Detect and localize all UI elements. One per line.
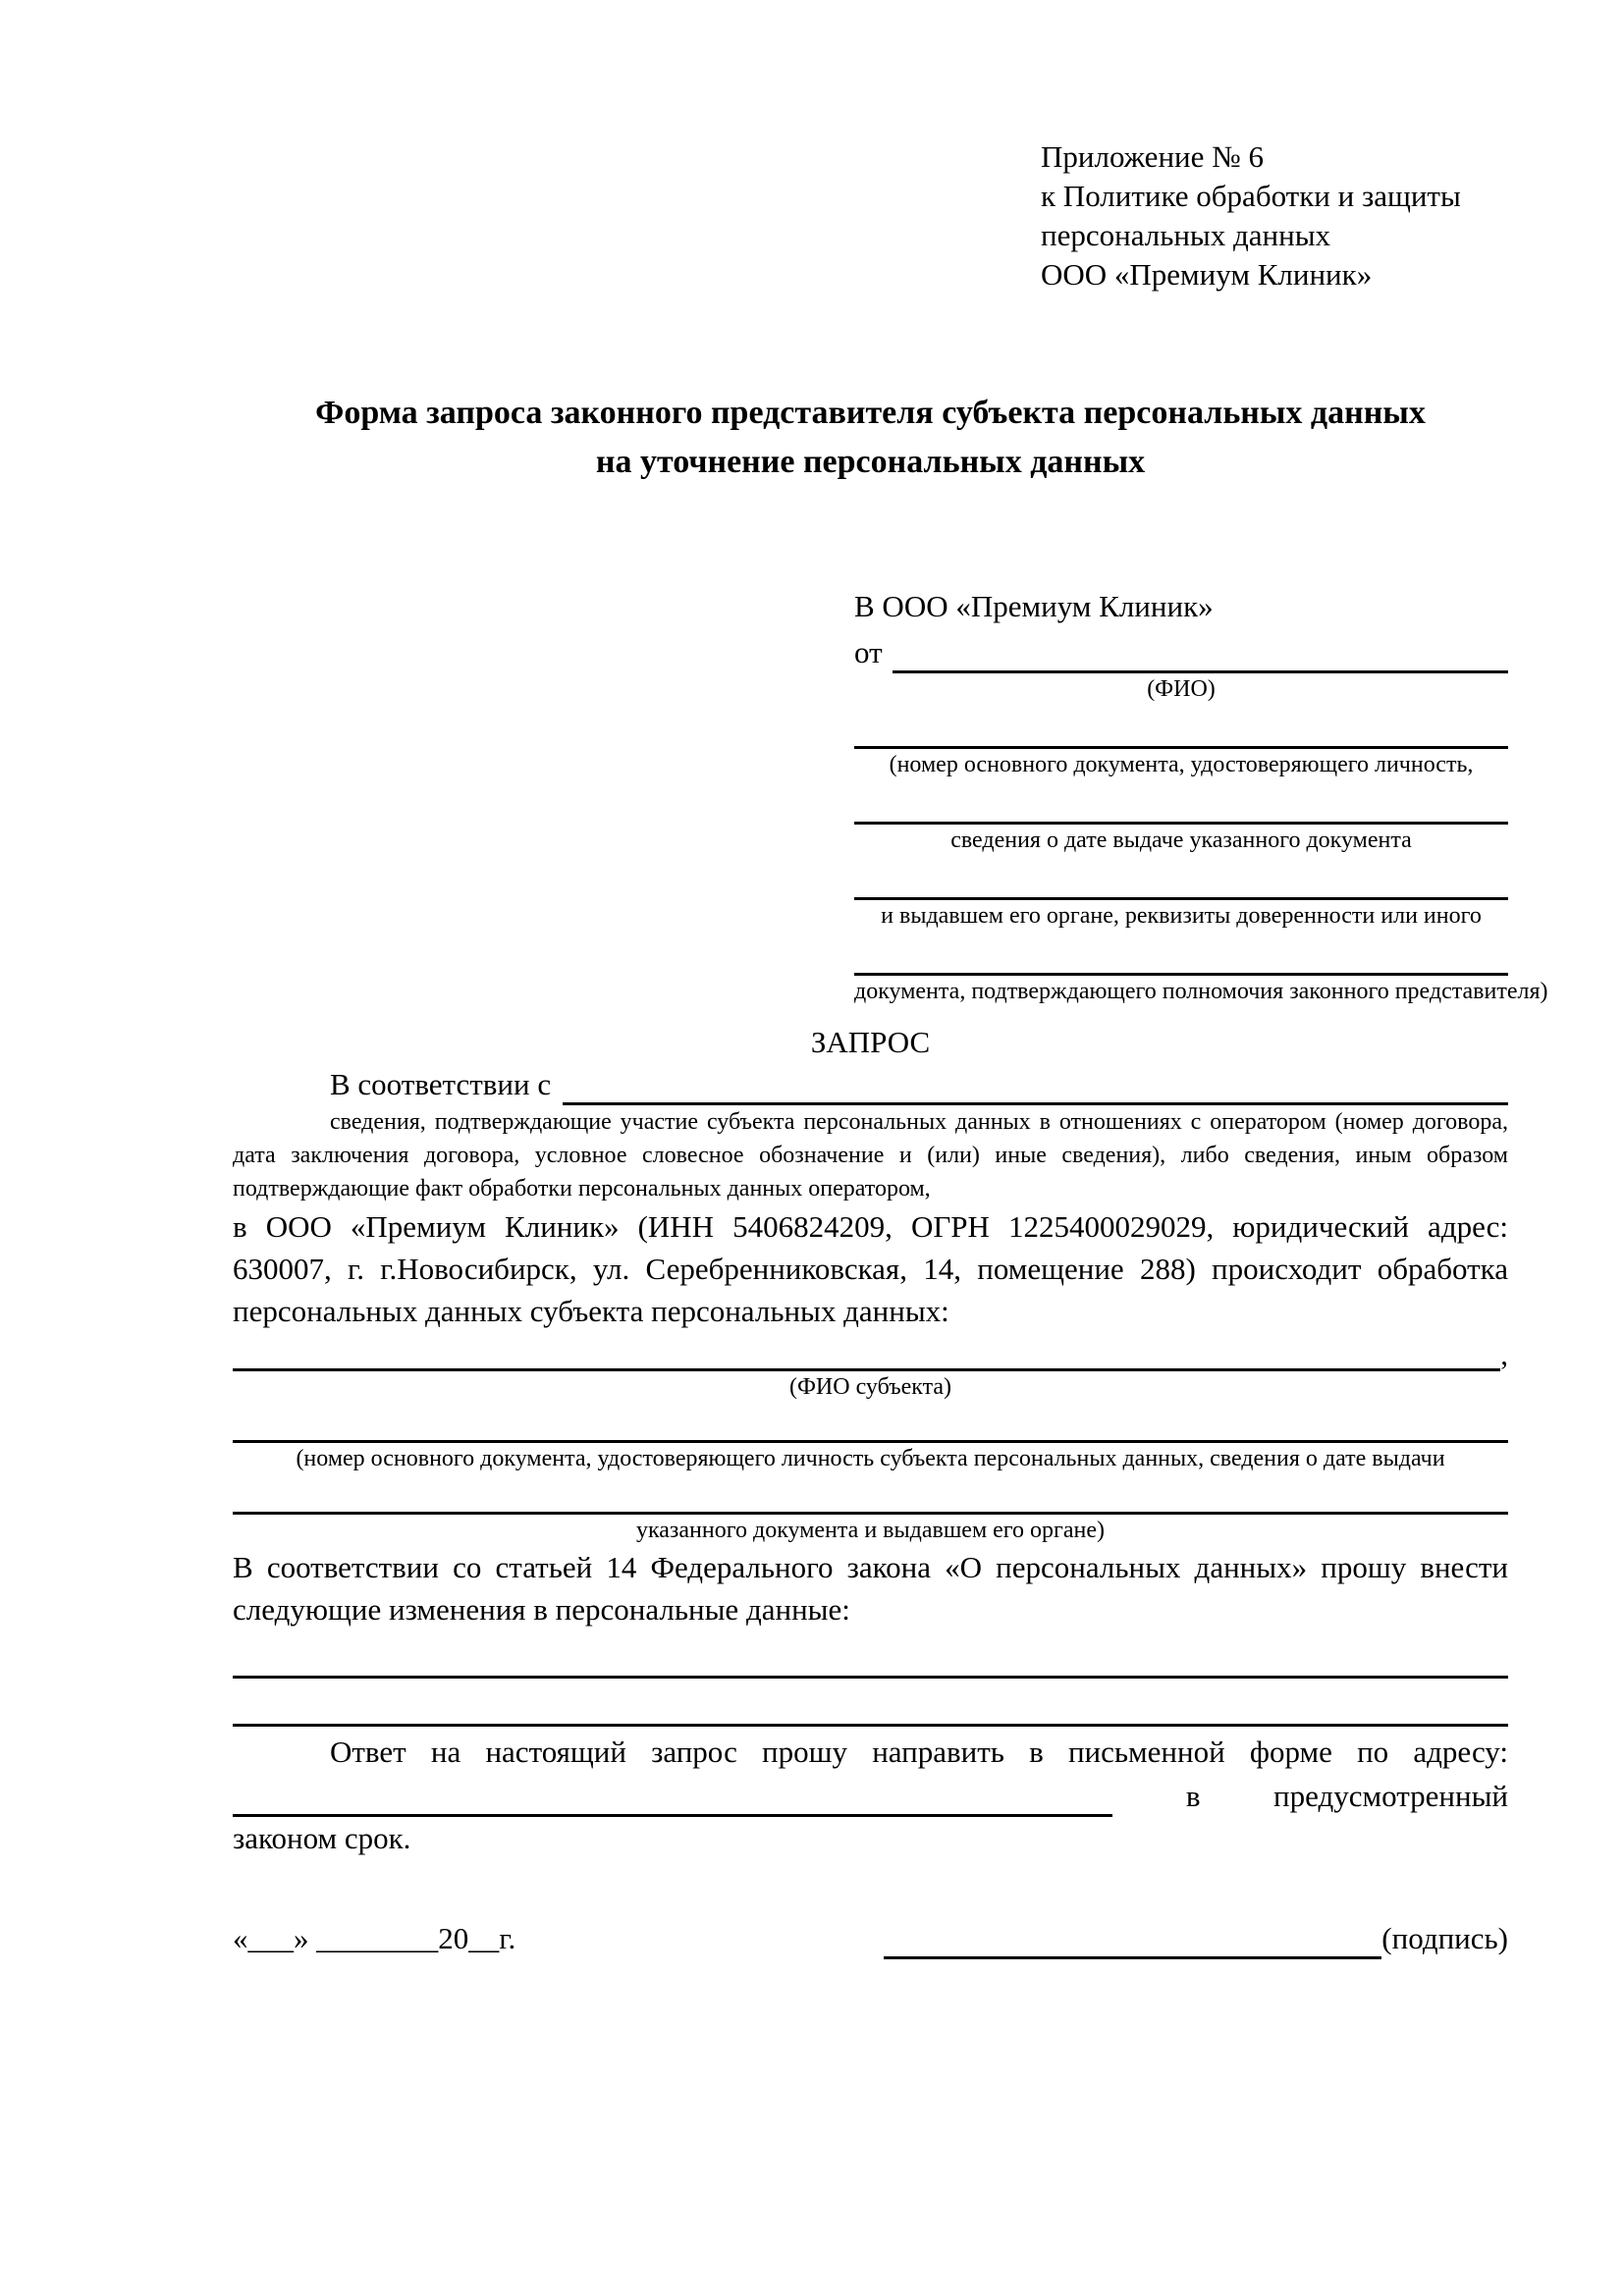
representative-doc-field-3 [854,856,1508,932]
signature-blank-line [884,1911,1381,1959]
representative-doc-blank-line-3 [854,856,1508,900]
intro-prefix: В соответствии с [330,1067,552,1101]
document-title-line-2: на уточнение персональных данных [595,444,1146,480]
subject-fio-caption: (ФИО субъекта) [788,1374,952,1400]
subject-doc-caption-1: (номер основного документа, удостоверяющего личность субъекта персональных данных, сведения о дате выдачи [296,1446,1445,1471]
representative-doc-field-1 [854,705,1508,780]
intro-row [233,1064,1508,1105]
from-row [854,628,1508,673]
representative-doc-caption-3: и выдавшем его органе, реквизиты доверенности или иного [881,903,1482,929]
basis-blank-line [563,1061,1508,1105]
changes-blank-line-1 [233,1630,1508,1679]
reply-address-blank-line [233,1771,1112,1817]
representative-doc-blank-line-4 [854,932,1508,976]
from-label: от [854,635,883,669]
reply-word-2: предусмотренный [1273,1779,1508,1813]
representative-doc-blank-line-2 [854,780,1508,825]
subject-line-suffix: , [1500,1337,1508,1371]
subject-doc-blank-line-1 [233,1403,1508,1443]
intro-footnote: сведения, подтверждающие участие субъекта персональных данных в отношениях с оператором (номер договора, дата заключения договора, условное словесное обозначение и (или) иные сведения), либо сведения, иным образом подтверждающие факт обработки персональных данных оператором, [233,1109,1508,1201]
reply-paragraph-line-3: законом срок. [233,1821,411,1855]
reply-address-row [233,1774,1508,1817]
operator-paragraph: в ООО «Премиум Клиник» (ИНН 5406824209, ОГРН 1225400029029, юридический адрес: 630007, г. г.Новосибирск, ул. Серебренниковская, 14, помещение 288) происходит обработка персональных данных субъекта персональных данных: [233,1209,1508,1328]
representative-doc-blank-line-1 [854,705,1508,749]
footer-row [233,1914,1508,1959]
addressee-block [854,585,1548,1007]
subject-doc-caption-2: указанного документа и выдавшем его органе) [635,1518,1106,1543]
subject-fio-row [233,1332,1508,1371]
representative-fio-blank-line [893,625,1508,673]
representative-doc-caption-2: сведения о дате выдаче указанного документа [950,828,1412,853]
subject-doc-blank-line-2 [233,1474,1508,1515]
document-title-line-1: Форма запроса законного представителя субъекта персональных данных [315,395,1426,431]
date-blank: «___» ________20__г. [233,1921,516,1955]
addressee-organization: В ООО «Премиум Клиник» [854,589,1214,623]
appendix-block [1041,137,1508,294]
representative-doc-field-2 [854,780,1508,856]
subject-doc-field-2 [233,1474,1508,1546]
subject-fio-blank-line [233,1329,1500,1371]
subject-doc-field-1 [233,1403,1508,1474]
representative-doc-caption-1: (номер основного документа, удостоверяющего личность, [889,752,1474,777]
fio-caption: (ФИО) [1147,676,1216,702]
representative-doc-field-4 [854,932,1548,1007]
appendix-line-3: персональных данных [1041,218,1331,252]
law-paragraph: В соответствии со статьей 14 Федерального закона «О персональных данных» прошу внести следующие изменения в персональные данные: [233,1550,1508,1627]
request-heading: ЗАПРОС [810,1025,931,1059]
representative-doc-caption-4: документа, подтверждающего полномочия законного представителя) [854,979,1548,1004]
signature-group [884,1914,1508,1959]
document-title [233,389,1508,487]
appendix-line-1: Приложение № 6 [1041,139,1264,174]
signature-caption: (подпись) [1381,1921,1508,1955]
changes-blank-line-2 [233,1679,1508,1727]
appendix-line-4: ООО «Премиум Клиник» [1041,257,1373,292]
reply-word-1: в [1185,1779,1201,1813]
reply-paragraph-line-1: Ответ на настоящий запрос прошу направить в письменной форме по адресу: [330,1735,1508,1769]
appendix-line-2: к Политике обработки и защиты [1041,179,1461,213]
